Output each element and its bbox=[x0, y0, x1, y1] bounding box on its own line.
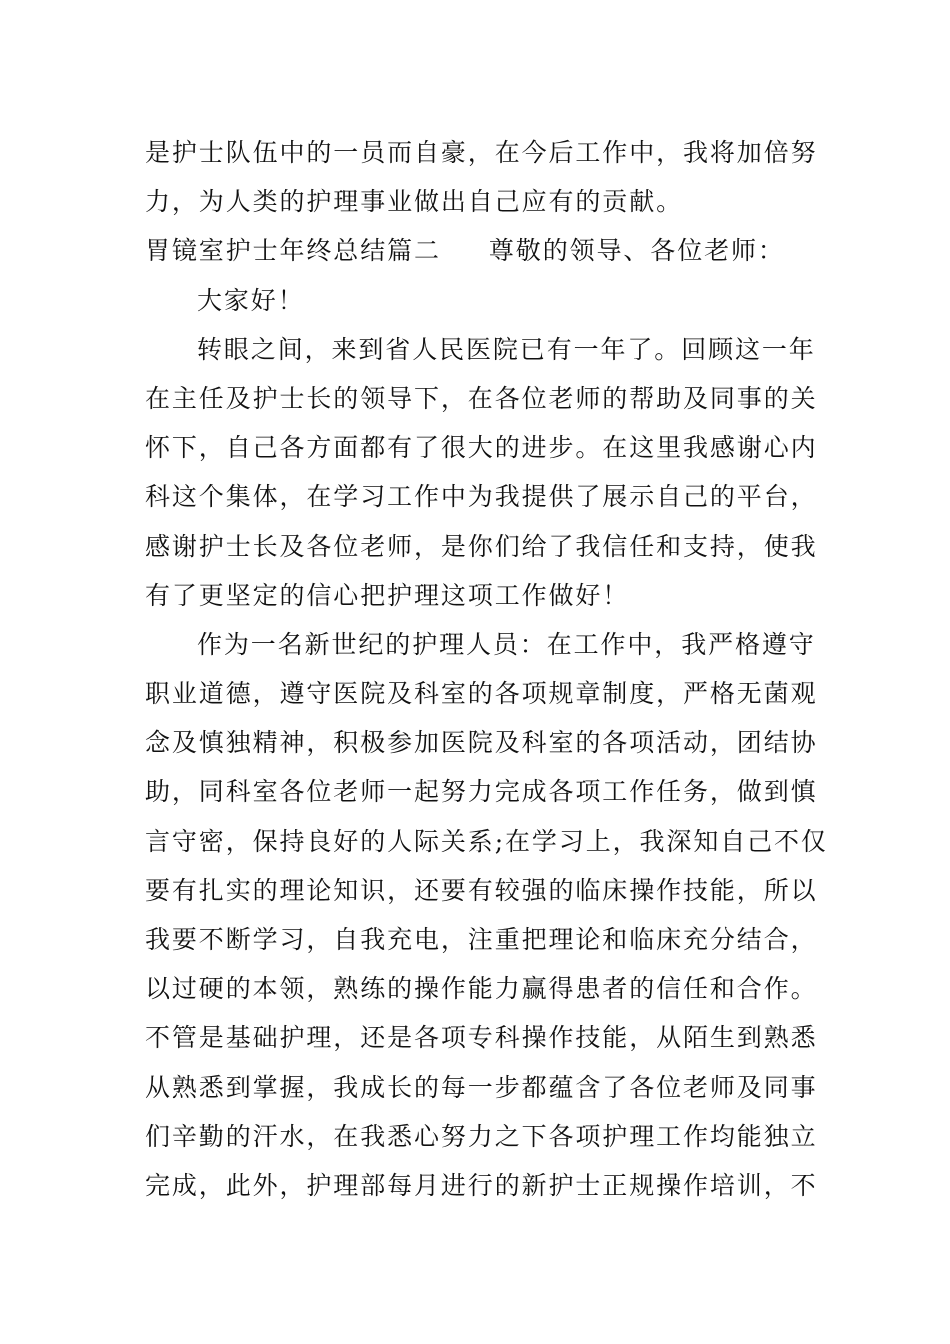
greeting: 大家好！ bbox=[197, 285, 305, 315]
paragraph-2-line: 不管是基础护理，还是各项专科操作技能，从陌生到熟悉 bbox=[145, 1023, 818, 1053]
paragraph-1-line: 科这个集体，在学习工作中为我提供了展示自己的平台， bbox=[145, 482, 818, 512]
text-line: 是护士队伍中的一员而自豪，在今后工作中，我将加倍努 bbox=[145, 138, 818, 167]
paragraph-2-line: 们辛勤的汗水，在我悉心努力之下各项护理工作均能独立 bbox=[145, 1121, 818, 1151]
paragraph-2-line: 作为一名新世纪的护理人员：在工作中，我严格遵守 bbox=[197, 629, 816, 659]
paragraph-1-line: 有了更坚定的信心把护理这项工作做好！ bbox=[145, 580, 630, 610]
paragraph-2-line: 以过硬的本领，熟练的操作能力赢得患者的信任和合作。 bbox=[145, 974, 818, 1004]
paragraph-2-line: 念及慎独精神，积极参加医院及科室的各项活动，团结协 bbox=[145, 728, 818, 758]
paragraph-1-line: 转眼之间，来到省人民医院已有一年了。回顾这一年 bbox=[197, 334, 816, 364]
paragraph-2-line: 从熟悉到掌握，我成长的每一步都蕴含了各位老师及同事 bbox=[145, 1072, 818, 1102]
text-line: 力，为人类的护理事业做出自己应有的贡献。 bbox=[145, 187, 684, 217]
paragraph-1-line: 感谢护士长及各位老师，是你们给了我信任和支持，使我 bbox=[145, 531, 818, 561]
heading-line bbox=[145, 226, 810, 275]
paragraph-2-line: 要有扎实的理论知识，还要有较强的临床操作技能，所以 bbox=[145, 875, 818, 905]
paragraph-1-line: 怀下，自己各方面都有了很大的进步。在这里我感谢心内 bbox=[145, 433, 818, 463]
paragraph-2-line: 言守密，保持良好的人际关系;在学习上，我深知自己不仅 bbox=[145, 826, 828, 856]
paragraph-2-line: 完成，此外，护理部每月进行的新护士正规操作培训，不 bbox=[145, 1170, 818, 1200]
paragraph-2-line: 我要不断学习，自我充电，注重把理论和临床充分结合， bbox=[145, 925, 818, 954]
paragraph-1-line: 在主任及护士长的领导下，在各位老师的帮助及同事的关 bbox=[145, 383, 818, 413]
section-heading: 胃镜室护士年终总结篇二 bbox=[145, 236, 441, 266]
document-body bbox=[145, 128, 828, 1210]
paragraph-2-line: 职业道德，遵守医院及科室的各项规章制度，严格无菌观 bbox=[145, 679, 818, 709]
paragraph-2-line: 助，同科室各位老师一起努力完成各项工作任务，做到慎 bbox=[145, 777, 818, 807]
salutation: 尊敬的领导、各位老师： bbox=[488, 236, 785, 266]
